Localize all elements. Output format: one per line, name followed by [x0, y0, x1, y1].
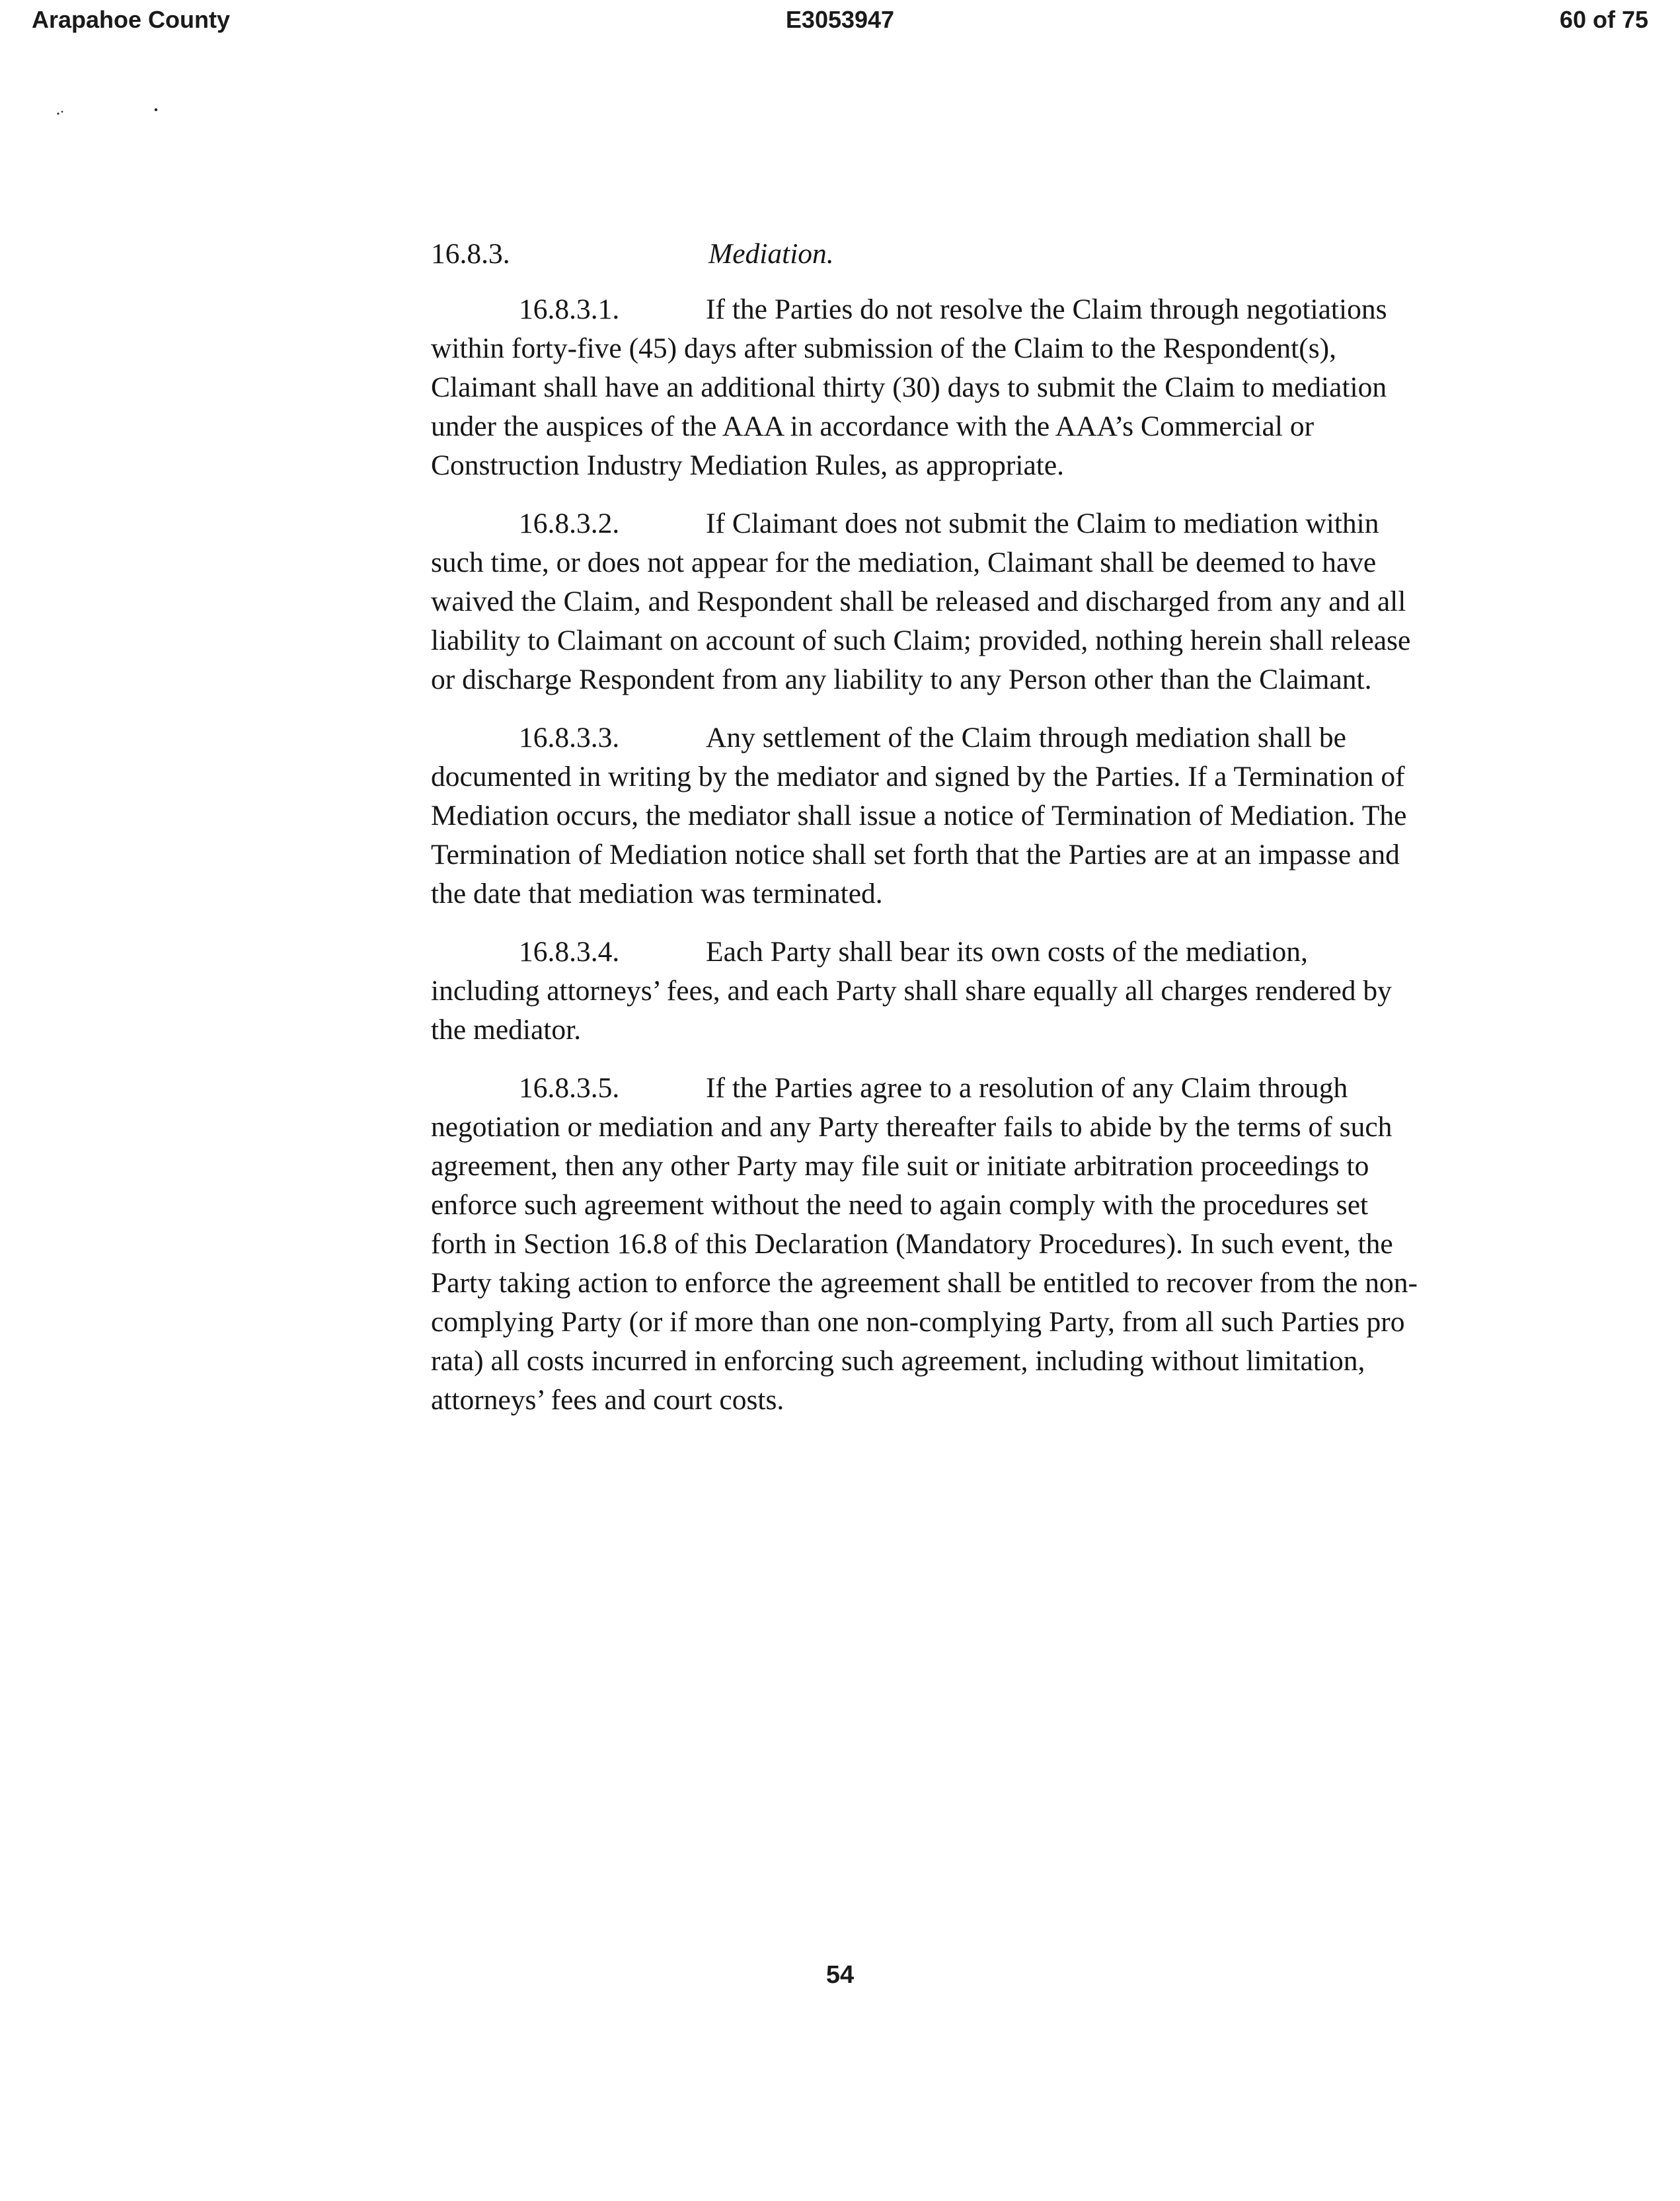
- section-heading: [431, 235, 1422, 274]
- paragraph-text: If the Parties do not resolve the Claim through negotiations within forty-five (45) days after submission of the Claim to the Respondent(s), Claimant shall have an additional thirty (30) days to submit the Claim to mediation under the auspices of the AAA in accordance with the AAA’s Commercial or Construction Industry Mediation Rules, as appropriate.: [431, 293, 1387, 481]
- page-number: 54: [825, 1961, 855, 1989]
- paragraph-text: If the Parties agree to a resolution of any Claim through negotiation or mediation and any Party thereafter fails to abide by the terms of such agreement, then any other Party may file suit or initiate arbitration proceedings to enforce such agreement without the need to again comply with the procedures set forth in Section 16.8 of this Declaration (Mandatory Procedures). In such event, the Party taking action to enforce the agreement shall be entitled to recover from the non-complying Party (or if more than one non-complying Party, from all such Parties pro rata) all costs incurred in enforcing such agreement, including without limitation, attorneys’ fees and court costs.: [431, 1072, 1418, 1416]
- recording-stamp-page-count: 60 of 75: [1559, 6, 1648, 33]
- paragraph-number: 16.8.3.1.: [519, 293, 620, 325]
- document-body: [431, 235, 1422, 1439]
- paragraph-number: 16.8.3.2.: [519, 508, 620, 539]
- paragraph-16-8-3-4: [431, 933, 1422, 1050]
- section-title: Mediation.: [708, 238, 834, 270]
- paragraph-text: Any settlement of the Claim through mediation shall be documented in writing by the mediator and signed by the Parties. If a Termination of Mediation occurs, the mediator shall issue a notice of Termination of Mediation. The Termination of Mediation notice shall set forth that the Parties are at an impasse and the date that mediation was terminated.: [431, 722, 1407, 909]
- paragraph-number: 16.8.3.5.: [519, 1072, 620, 1104]
- paragraph-16-8-3-3: [431, 718, 1422, 913]
- recording-stamp-reception-number: E3053947: [785, 6, 895, 33]
- paragraph-number: 16.8.3.4.: [519, 936, 620, 968]
- paragraph-16-8-3-2: [431, 504, 1422, 699]
- section-number: 16.8.3.: [431, 238, 510, 270]
- scan-speck-marks: [56, 104, 174, 118]
- paragraph-number: 16.8.3.3.: [519, 722, 620, 753]
- paragraph-16-8-3-5: [431, 1069, 1422, 1420]
- paragraph-16-8-3-1: [431, 290, 1422, 485]
- paragraph-text: If Claimant does not submit the Claim to mediation within such time, or does not appear for the mediation, Claimant shall be deemed to have waived the Claim, and Respondent shall be released and discharged from any and all liability to Claimant on account of such Claim; provided, nothing herein shall release or discharge Respondent from any liability to any Person other than the Claimant.: [431, 508, 1411, 695]
- recording-stamp-county: Arapahoe County: [32, 6, 231, 33]
- paragraph-text: Each Party shall bear its own costs of the mediation, including attorneys’ fees, and each Party shall share equally all charges rendered by the mediator.: [431, 936, 1392, 1046]
